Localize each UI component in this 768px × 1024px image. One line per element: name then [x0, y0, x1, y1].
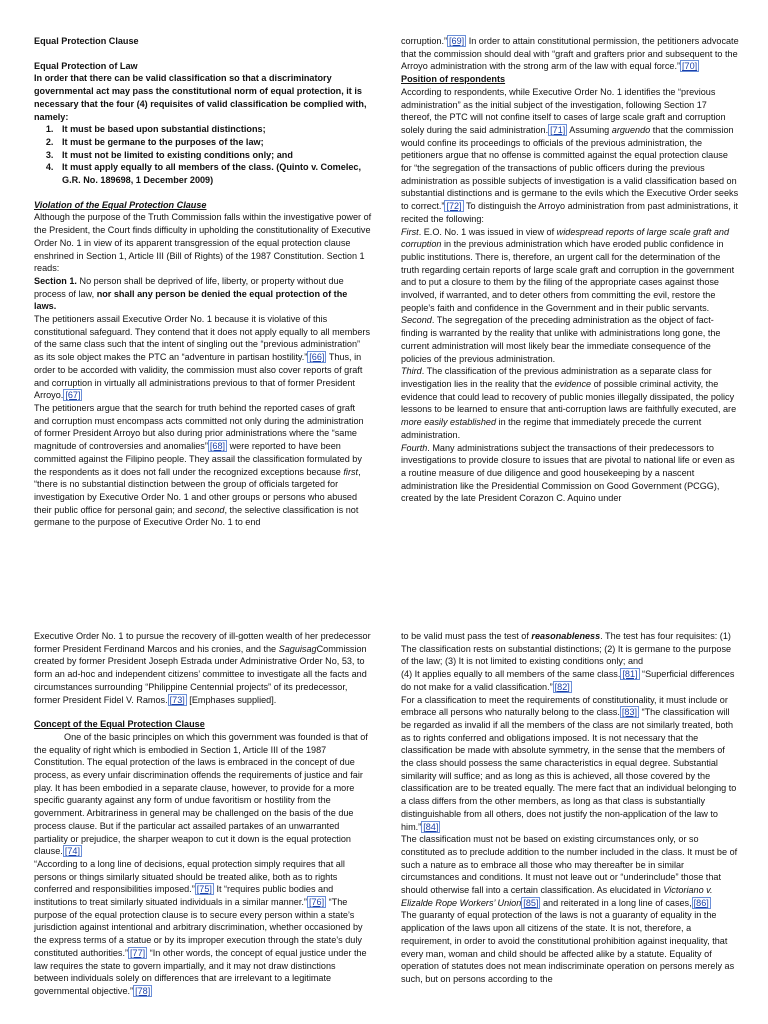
paragraph: [401, 442, 739, 506]
text: “According to a long line of decisions, equal protection simply requires that all persons or things similarly situated should be treated alike, both as to rights conferred and responsibilities imposed.”: [34, 858, 345, 895]
section-heading: Equal Protection Clause: [34, 36, 139, 46]
text: , the selective classification is not germane to the purpose of Executive Order No. 1 to end: [34, 504, 359, 528]
text: According to respondents, while Executive Order No. 1 identifies the “previous administration” as the initial subject of the investigation, following Section 17 thereof, the PTC will not confine itself to cases of large scale graft and corruption solely during the said administration.: [401, 86, 726, 135]
text: to be valid must pass the test of: [401, 631, 532, 641]
paragraph: Although the purpose of the Truth Commission falls within the investigative power of the President, the Court finds difficulty in upholding the constitutionality of Executive Order No. 1 in view of its apparent transgression of the equal protection clause enshrined in Section 1, Article III (Bill of Rights) of the 1987 Constitution. Section 1 reads:: [34, 212, 372, 274]
list-item: 2. It must be germane to the purposes of the law;: [56, 136, 372, 149]
text: Fourth: [401, 442, 428, 453]
requisites-list: [34, 123, 372, 187]
text: Saguisag: [278, 643, 317, 654]
text: of possible criminal activity, the evidence that could lead to recovery of public monies illegally dissipated, the policy lessons to be learned to ensure that anti-corruption laws are faithfully executed, are: [401, 378, 737, 415]
text: First: [401, 226, 419, 237]
footnote-link[interactable]: [68]: [209, 441, 226, 452]
list-item: 1. It must be based upon substantial distinctions;: [56, 123, 372, 136]
paragraph: [34, 313, 372, 402]
left-column-bottom: [34, 630, 372, 998]
text: in the regime that immediately precede the current administration.: [401, 417, 702, 440]
footnote-link[interactable]: [82]: [554, 681, 570, 692]
footnote-link[interactable]: [78]: [135, 985, 151, 996]
text: Second: [401, 315, 432, 326]
concept-heading: Concept of the Equal Protection Clause: [34, 719, 205, 730]
text: were reported to have been committed against the Filipino people. They assail the classification formulated by the respondents as it does not fall under the recognized exceptions because: [34, 441, 362, 477]
footnote-link[interactable]: [83]: [621, 707, 638, 718]
text: . The classification of the previous administration as a separate class for investigation lies in the reality that the: [401, 366, 712, 389]
footnote-link[interactable]: [77]: [130, 947, 146, 958]
intro-paragraph: In order that there can be valid classification so that a discriminatory governmental act may pass the constitutional norm of equal protection, it is necessary that the four (4) requisites of valid classification be complied with, namely:: [34, 73, 367, 122]
paragraph: [401, 365, 739, 441]
footnote-link[interactable]: [66]: [309, 352, 325, 363]
text: Victoriano v. Elizalde Rope Workers’ Union: [401, 885, 713, 908]
paragraph: [34, 402, 372, 529]
text: Third: [401, 366, 422, 377]
text: Assuming: [567, 124, 612, 135]
text: . The test has four requisites: (1) The classification rests on substantial distinctions; (2) It is germane to the purpose of the law; (3) It is not limited to existing conditions only; and: [401, 631, 732, 667]
footnote-link[interactable]: [84]: [423, 821, 439, 832]
footnote-link[interactable]: [69]: [449, 36, 465, 46]
text: The petitioners assail Executive Order No. 1 because it is violative of this constitutional safeguard. They contend that it does not apply equally to all members of the same class such that the intent of singling out the “previous administration” as its sole object makes the PTC an “adventure in partisan hostility.”: [34, 314, 370, 363]
footnote-link[interactable]: [67]: [65, 390, 81, 401]
document-page-bottom: [0, 620, 768, 1024]
text: and reiterated in a long line of cases,: [540, 897, 692, 908]
paragraph: [401, 833, 739, 909]
paragraph: [401, 86, 739, 226]
section-bold-text: nor shall any person be denied the equal protection of the laws.: [34, 288, 348, 312]
page-gap: [0, 575, 768, 620]
footnote-link[interactable]: [86]: [693, 897, 709, 908]
text: “The classification will be regarded as invalid if all the members of the class are not similarly treated, both as to rights conferred and obligations imposed. It is not necessary that the classification be made with absolute symmetry, in the sense that the members of the class should possess the same characteristics in equal degree. Substantial similarity will suffice; and as long as this is achieved, all those covered by the classification are to be treated equally. The mere fact that an individual belonging to a class differs from the other members, as long as that class is substantially distinguishable from all others, does not justify the non-application of the law to him.”: [401, 707, 737, 832]
text: It “requires public bodies and institutions to treat similarly situated individuals in a similar manner.”: [34, 884, 334, 908]
paragraph: [401, 35, 739, 73]
text: For a classification to meet the requirements of constitutionality, it must include or embrace all persons who naturally belong to the class.: [401, 694, 728, 718]
text: One of the basic principles on which this government was founded is that of the equality of right which is embodied in Section 1, Article III of the 1987 Constitution. The equal protection of the laws is embraced in the concept of due process, as every unfair discrimination offends the requirements of justice and fair play. It has been embodied in a separate clause, however, to provide for a more specific guaranty against any form of undue favoritism or hostility from the government. Arbitrariness in general may be challenged on the basis of the due process clause. But if the particular act assailed partakes of an unwarranted partiality or prejudice, the sharper weapon to cut it down is the equal protection clause.: [34, 731, 368, 857]
text: corruption.”: [401, 36, 447, 46]
text: “In other words, the concept of equal justice under the law requires the state to govern impartially, and it may not draw distinctions between individuals solely on differences that are irrelevant to a legitimate governmental objective.”: [34, 947, 367, 996]
footnote-link[interactable]: [81]: [622, 669, 638, 680]
paragraph: [401, 668, 739, 693]
paragraph: [401, 694, 739, 834]
violation-heading: Violation of the Equal Protection Clause: [34, 199, 207, 210]
paragraph: [34, 858, 372, 998]
text: Thus, in order to be accorded with validity, the commission must also cover reports of graft and corruption in virtually all administrations previous to that of former President Arroyo.: [34, 352, 363, 401]
text: The petitioners argue that the search for truth behind the reported cases of graft and corruption must encompass acts committed not only during the administration of former President Arroyo but also during prior administrations where the “same magnitude of controversies and anomalies”: [34, 402, 364, 452]
text: second: [195, 504, 225, 515]
text: Commission created by former President Joseph Estrada under Administrative Order No, 53, to form an ad-hoc and independent citizens’ committee to investigate all the facts and circumstances surrounding “Philippine Centennial projects” of its predecessor, former President Fidel V. Ramos.: [34, 643, 367, 705]
text: reasonableness: [531, 631, 601, 641]
right-column-bottom: [401, 630, 739, 986]
paragraph: [34, 731, 372, 858]
list-item: 3. It must not be limited to existing conditions only; and: [56, 149, 372, 162]
text: widespread reports of large scale graft and corruption: [401, 226, 730, 250]
subsection-heading: Equal Protection of Law: [34, 60, 138, 71]
footnote-link[interactable]: [76]: [308, 897, 325, 908]
paragraph: [401, 314, 739, 365]
text: In order to attain constitutional permission, the petitioners advocate that the commission should deal with “graft and grafters prior and subsequent to the Arroyo administration with the strong arm of the law with equal force.”: [401, 36, 739, 72]
text: . E.O. No. 1 was issued in view of: [418, 226, 557, 237]
list-item: 4. It must apply equally to all members of the class. (Quinto v. Comelec, G.R. No. 189698, 1 December 2009): [56, 161, 372, 186]
section-quote: [34, 275, 372, 313]
footnote-link[interactable]: [70]: [682, 61, 698, 72]
left-column-top: [34, 35, 372, 529]
section-text: No person shall be deprived of life, liberty, or property without due process of law,: [34, 275, 344, 299]
text: . Many administrations subject the transactions of their predecessors to investigations to provide closure to issues that are pivotal to national life or even as a routine measure of due diligence and good housekeeping by a nascent administration like the Presidential Commission on Good Government (PCGG), created by the late President Corazon C. Aquino under: [401, 442, 735, 504]
text: in the previous administration which have eroded public confidence in public institutions. There is, therefore, an urgent call for the determination of the truth regarding certain reports of large scale graft and corruption in the government and to put a closure to them by the filing of the appropriate cases against those involved, if warranted, and to deter others from committing the evil, restore the people’s faith and confidence in the Government and in their public servants.: [401, 239, 735, 313]
text: Executive Order No. 1 to pursue the recovery of ill-gotten wealth of her predecessor former President Ferdinand Marcos and his cronies, and the: [34, 631, 371, 654]
text: “The purpose of the equal protection clause is to secure every person within a state’s jurisdiction against intentional and arbitrary discrimination, whether occasioned by the express terms of a statue or by its improper execution through the state’s duly constituted authorities.”: [34, 897, 363, 958]
text: first: [343, 466, 359, 477]
text: (4) It applies equally to all members of the same class.: [401, 669, 621, 680]
paragraph: The guaranty of equal protection of the laws is not a guaranty of equality in the application of the laws upon all citizens of the state. It is not, therefore, a requirement, in order to avoid the constitutional prohibition against inequality, that every man, woman and child should be affected alike by a statute. Equality of operation of statutes does not mean indiscriminate operation on persons merely as such, but on persons according to the: [401, 910, 735, 984]
text: To distinguish the Arroyo administration from past administrations, it recited the following:: [401, 201, 738, 224]
text: arguendo: [611, 124, 651, 135]
text: that the commission would confine its proceedings to officials of the previous administration, the petitioners argue that no offense is committed against the equal protection clause for “the segregation of the transactions of public officers during the previous administration as possible subjects of investigation is a valid classification based on substantial distinctions and is germane to the evils which the Executive Order seeks to correct.”: [401, 124, 739, 212]
position-heading: Position of respondents: [401, 74, 506, 85]
paragraph: [401, 226, 739, 315]
section-label: Section 1.: [34, 275, 77, 286]
footnote-link[interactable]: [74]: [64, 846, 80, 857]
text: evidence: [554, 378, 592, 389]
right-column-top: [401, 35, 739, 505]
footnote-link[interactable]: [72]: [446, 201, 462, 212]
footnote-link[interactable]: [85]: [523, 897, 539, 908]
footnote-link[interactable]: [73]: [169, 694, 185, 705]
text: more easily established: [401, 417, 497, 428]
paragraph: [34, 630, 372, 706]
text: . The segregation of the preceding administration as the object of fact-finding is warranted by the reality that unlike with administrations long gone, the current administration will most likely bear the immediate consequence of the policies of the previous administration.: [401, 315, 721, 364]
text: “Superficial differences do not make for a valid classification.”: [401, 669, 735, 692]
paragraph: [401, 630, 739, 668]
text: , “there is no substantial distinction between the group of officials targeted for investigation by Executive Order No. 1 and other groups or persons who abused their public office for personal gain; and: [34, 466, 361, 515]
text: [Emphases supplied].: [186, 694, 277, 705]
footnote-link[interactable]: [75]: [196, 884, 212, 895]
footnote-link[interactable]: [71]: [550, 124, 566, 135]
text: The classification must not be based on existing circumstances only, or so constituted as to preclude addition to the number included in the class. It must be of such a nature as to embrace all those who may thereafter be in similar circumstances and conditions. It must not leave out or “underinclude” those that should otherwise fall into a certain classification. As elucidated in: [401, 834, 738, 896]
